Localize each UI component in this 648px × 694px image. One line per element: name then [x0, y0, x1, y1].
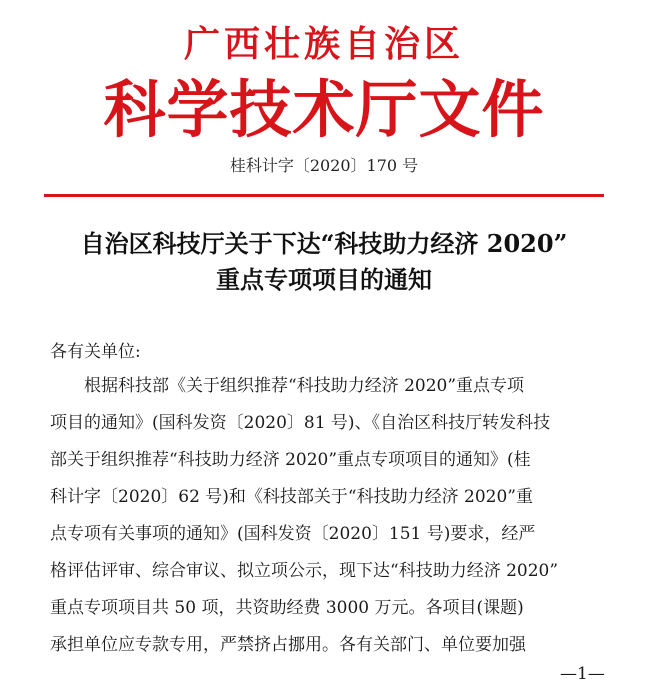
salutation: 各有关单位:: [50, 342, 141, 362]
body-line: 重点专项项目共 50 项，共资助经费 3000 万元。各项目(课题): [50, 598, 524, 618]
body-line: 点专项有关事项的通知》(国科发资〔2020〕151 号)要求，经严: [50, 524, 536, 544]
red-separator-line: [44, 194, 604, 197]
title-line-1: 自治区科技厅关于下达“科技助力经济 2020”: [80, 229, 568, 258]
body-line: 项目的通知》(国科发资〔2020〕81 号)、《自治区科技厅转发科技: [50, 413, 551, 433]
title-line-2: 重点专项项目的通知: [216, 265, 432, 294]
document-number: 桂科计字〔2020〕170 号: [229, 156, 419, 175]
document-type-heading: 科学技术厅文件: [103, 73, 545, 146]
body-line: 部关于组织推荐“科技助力经济 2020”重点专项项目的通知》(桂: [50, 450, 531, 470]
issuer-org-line: 广西壮族自治区: [183, 23, 464, 65]
page-number: —1—: [560, 664, 605, 684]
body-line: 科计字〔2020〕62 号)和《科技部关于“科技助力经济 2020”重: [50, 487, 533, 507]
body-line: 格评估评审、综合审议、拟立项公示，现下达“科技助力经济 2020”: [50, 561, 559, 581]
body-line: 承担单位应专款专用，严禁挤占挪用。各有关部门、单位要加强: [50, 635, 526, 655]
body-line: 根据科技部《关于组织推荐“科技助力经济 2020”重点专项: [50, 376, 525, 396]
document-title: [0, 226, 648, 298]
